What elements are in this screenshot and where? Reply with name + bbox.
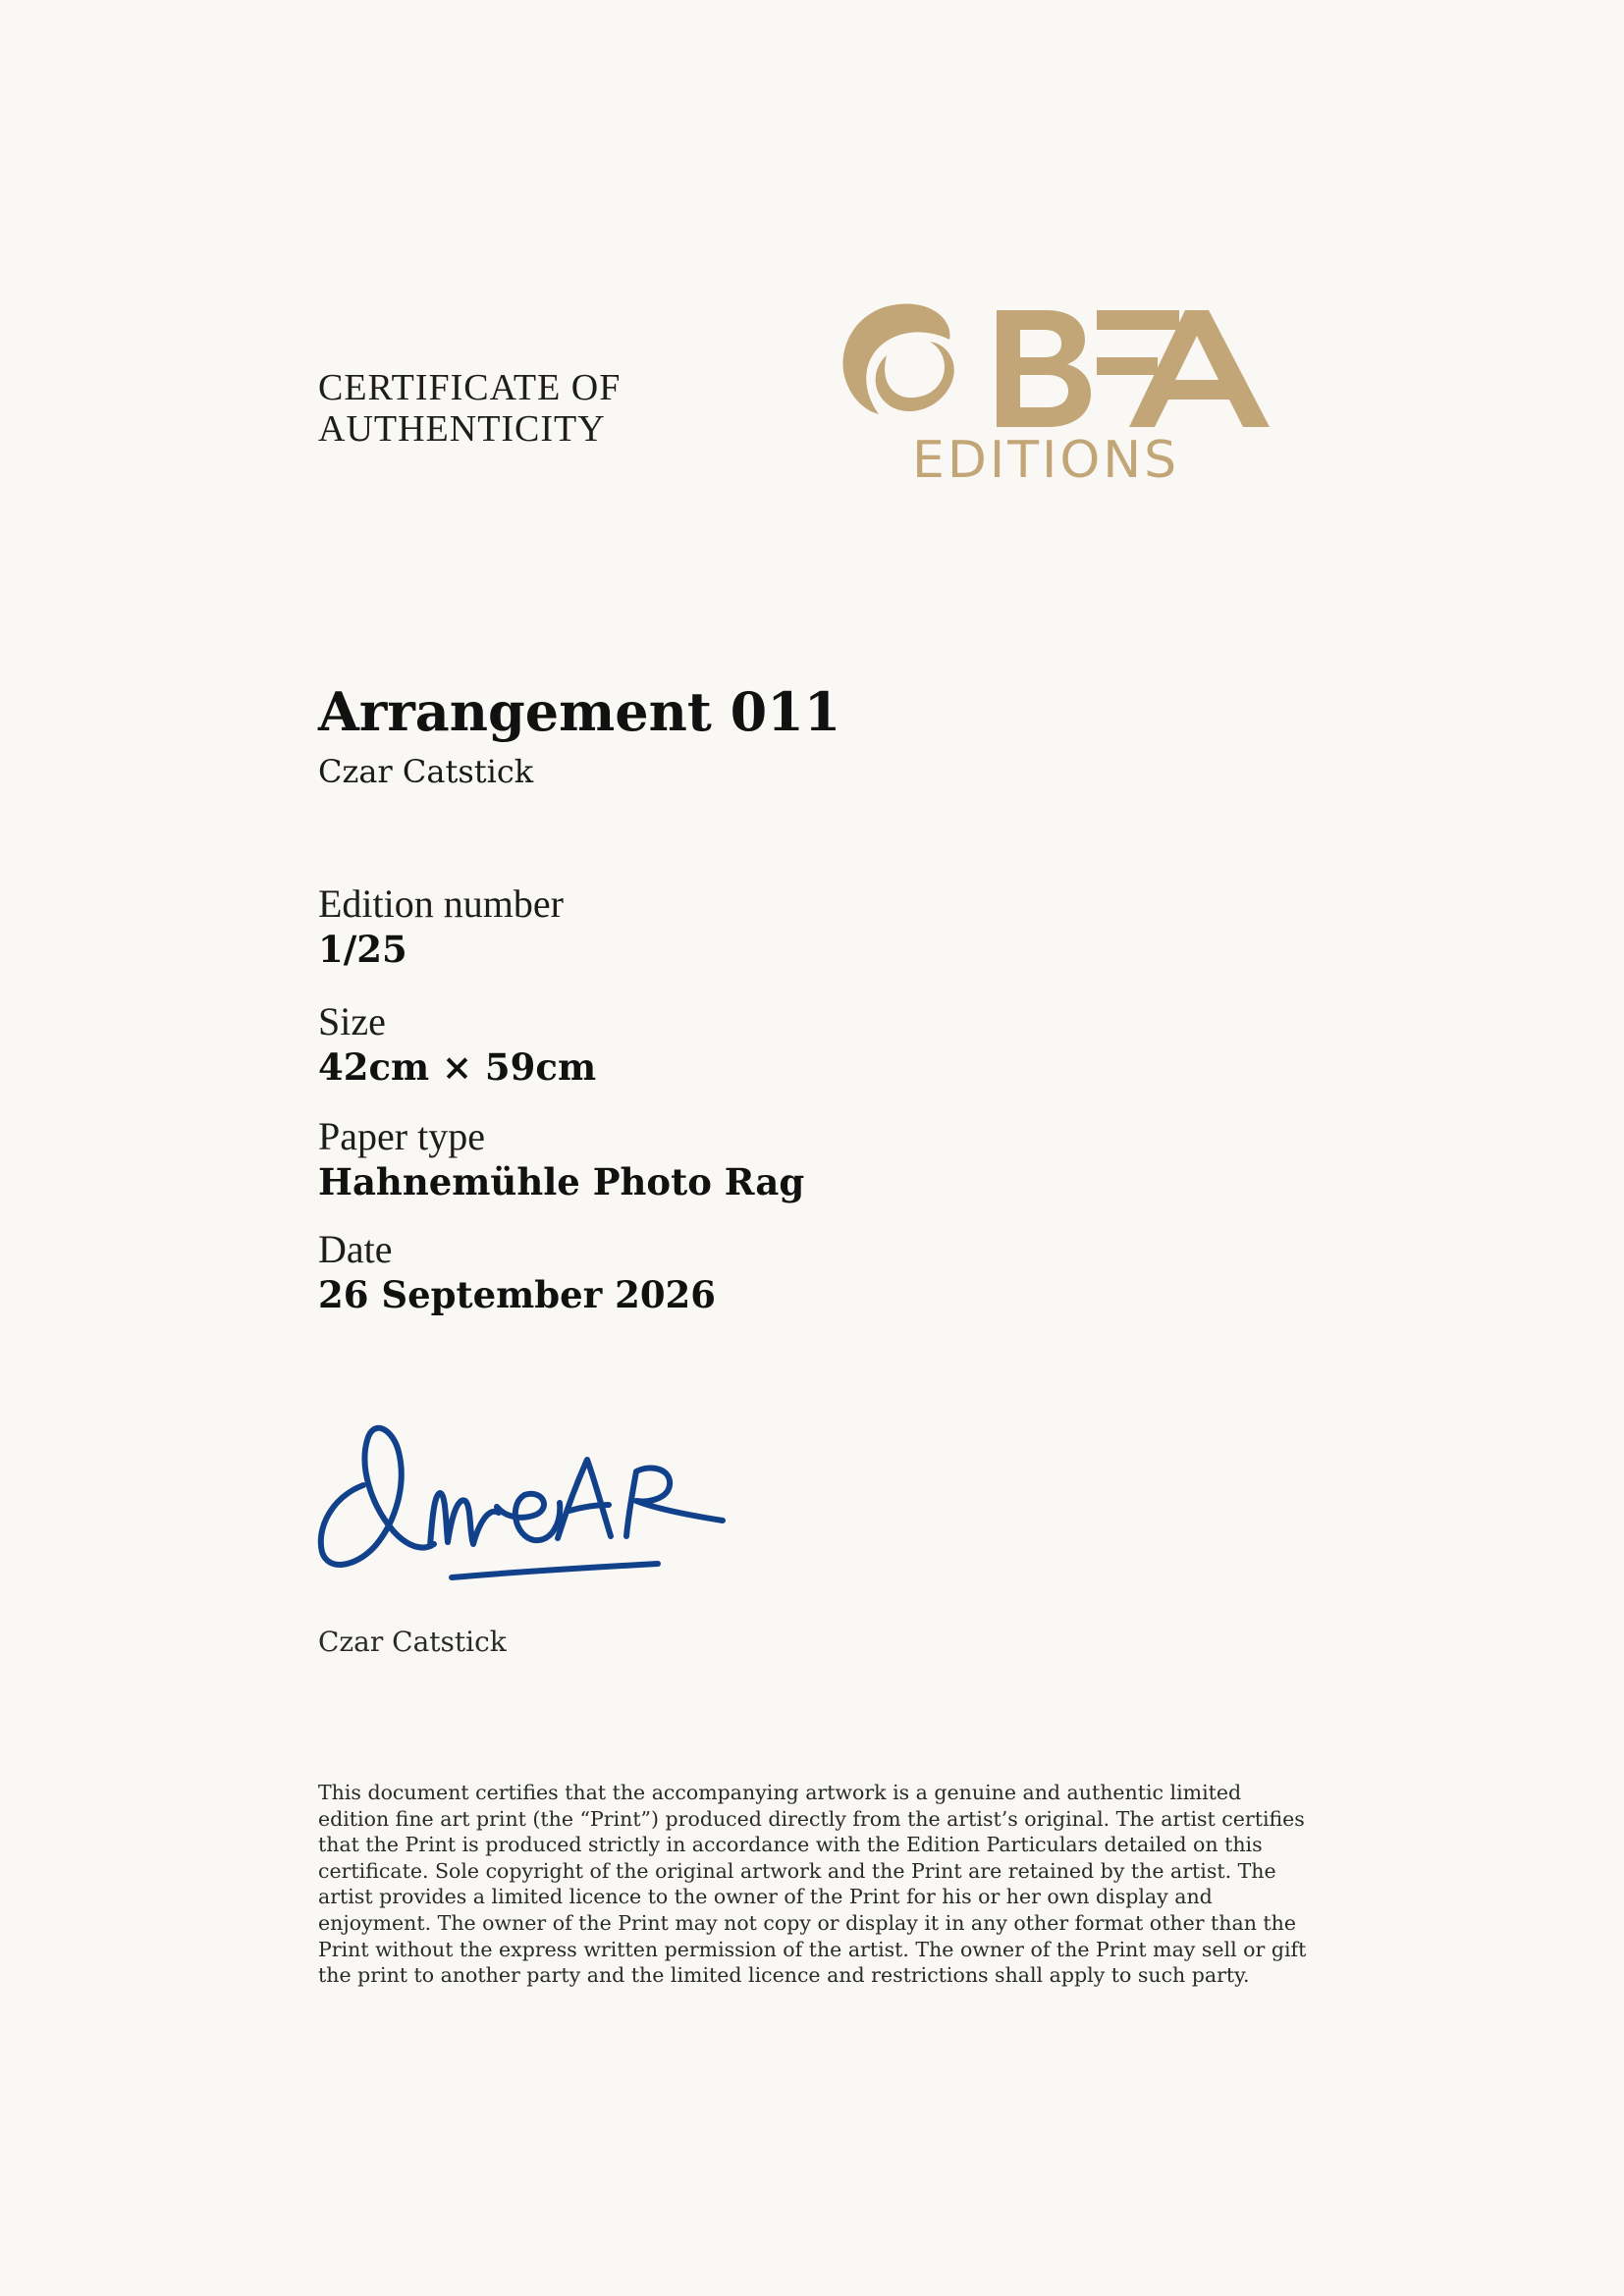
bfa-editions-logo xyxy=(839,294,1272,491)
artist-name: Czar Catstick xyxy=(318,753,534,790)
field-label: Paper type xyxy=(318,1114,485,1158)
field-value: 1/25 xyxy=(318,928,407,971)
signature-graphic xyxy=(312,1399,784,1585)
field-value: Hahnemühle Photo Rag xyxy=(318,1160,805,1203)
certificate-heading-line-2: AUTHENTICITY xyxy=(318,408,606,450)
logo-subtitle: EDITIONS xyxy=(912,431,1180,490)
signer-name: Czar Catstick xyxy=(318,1626,507,1658)
field-label: Date xyxy=(318,1227,393,1271)
eye-emblem-ring-icon xyxy=(876,342,954,411)
bfa-editions-logo-graphic xyxy=(839,294,1272,491)
certificate-heading xyxy=(318,367,621,450)
field-edition-number xyxy=(318,881,564,972)
certificate-heading-line-1: CERTIFICATE OF xyxy=(318,367,622,408)
logo-letter-b-icon xyxy=(997,310,1091,427)
field-size xyxy=(318,999,596,1090)
field-label: Edition number xyxy=(318,881,564,926)
logo-letter-f-top-bar-icon xyxy=(1097,310,1179,330)
field-date xyxy=(318,1227,716,1317)
field-value: 42cm × 59cm xyxy=(318,1045,597,1089)
field-value: 26 September 2026 xyxy=(318,1273,717,1316)
artwork-title: Arrangement 011 xyxy=(318,680,841,743)
artist-signature xyxy=(312,1399,784,1585)
legal-statement: This document certifies that the accompanying artwork is a genuine and authentic limited edition fine art print (the “Print”) produced directly from the artist’s original. The artist certifies that the Print is produced strictly in accordance with the Edition Particulars detailed on this certificate. Sole copyright of the original artwork and the Print are retained by the artist. The artist provides a limited licence to the owner of the Print for his or her own display and enjoyment. The owner of the Print may not copy or display it in any other format other than the Print without the express written permission of the artist. The owner of the Print may sell or gift the print to another party and the limited licence and restrictions shall apply to such party. xyxy=(318,1781,1307,1988)
logo-letter-f-middle-bar-icon xyxy=(1097,357,1158,375)
field-paper-type xyxy=(318,1114,804,1204)
field-label: Size xyxy=(318,999,386,1043)
